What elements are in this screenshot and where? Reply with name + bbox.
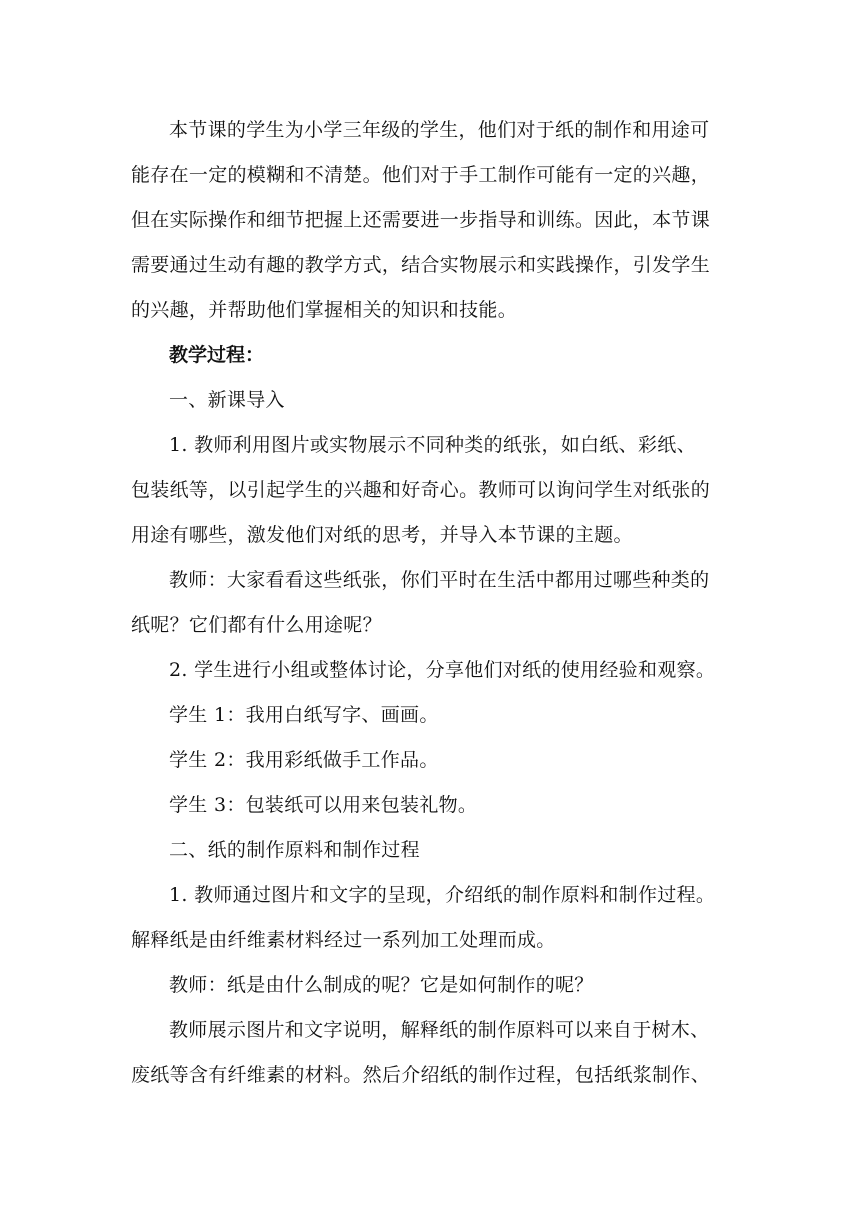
text-line: 的兴趣，并帮助他们掌握相关的知识和技能。 — [131, 299, 518, 321]
list-item — [131, 873, 731, 963]
teacher-dialogue: 教师：纸是由什么制成的呢？它是如何制作的呢？ — [169, 974, 594, 996]
text-line: 教师展示图片和文字说明，解释纸的制作原料可以来自于树木、 — [169, 1019, 710, 1041]
student-dialogue: 学生 3：包装纸可以用来包装礼物。 — [169, 794, 478, 816]
text-line: 废纸等含有纤维素的材料。然后介绍纸的制作过程，包括纸浆制作、 — [131, 1064, 711, 1086]
list-item: 2. 学生进行小组或整体讨论，分享他们对纸的使用经验和观察。 — [169, 659, 716, 681]
text-line: 但在实际操作和细节把握上还需要进一步指导和训练。因此，本节课 — [131, 209, 711, 231]
text-line: 本节课的学生为小学三年级的学生，他们对于纸的制作和用途可 — [169, 119, 710, 141]
process-heading: 教学过程： — [169, 344, 265, 366]
teacher-explanation — [131, 1008, 731, 1098]
text-line: 纸呢？它们都有什么用途呢？ — [131, 614, 382, 636]
intro-paragraph — [131, 108, 731, 333]
list-item — [131, 423, 731, 558]
text-line: 需要通过生动有趣的教学方式，结合实物展示和实践操作，引发学生 — [131, 254, 711, 276]
text-line: 1. 教师利用图片或实物展示不同种类的纸张，如白纸、彩纸、 — [169, 434, 696, 456]
student-dialogue: 学生 2：我用彩纸做手工作品。 — [169, 749, 439, 771]
section-title: 二、纸的制作原料和制作过程 — [169, 839, 420, 861]
document-body — [131, 108, 731, 1098]
text-line: 1. 教师通过图片和文字的呈现，介绍纸的制作原料和制作过程。 — [169, 884, 716, 906]
text-line: 包装纸等，以引起学生的兴趣和好奇心。教师可以询问学生对纸张的 — [131, 479, 711, 501]
text-line: 解释纸是由纤维素材料经过一系列加工处理而成。 — [131, 929, 556, 951]
text-line: 用途有哪些，激发他们对纸的思考，并导入本节课的主题。 — [131, 524, 633, 546]
student-dialogue: 学生 1：我用白纸写字、画画。 — [169, 704, 439, 726]
text-line: 能存在一定的模糊和不清楚。他们对于手工制作可能有一定的兴趣， — [131, 164, 711, 186]
text-line: 教师：大家看看这些纸张，你们平时在生活中都用过哪些种类的 — [169, 569, 710, 591]
section-title: 一、新课导入 — [169, 389, 285, 411]
teacher-dialogue — [131, 558, 731, 648]
